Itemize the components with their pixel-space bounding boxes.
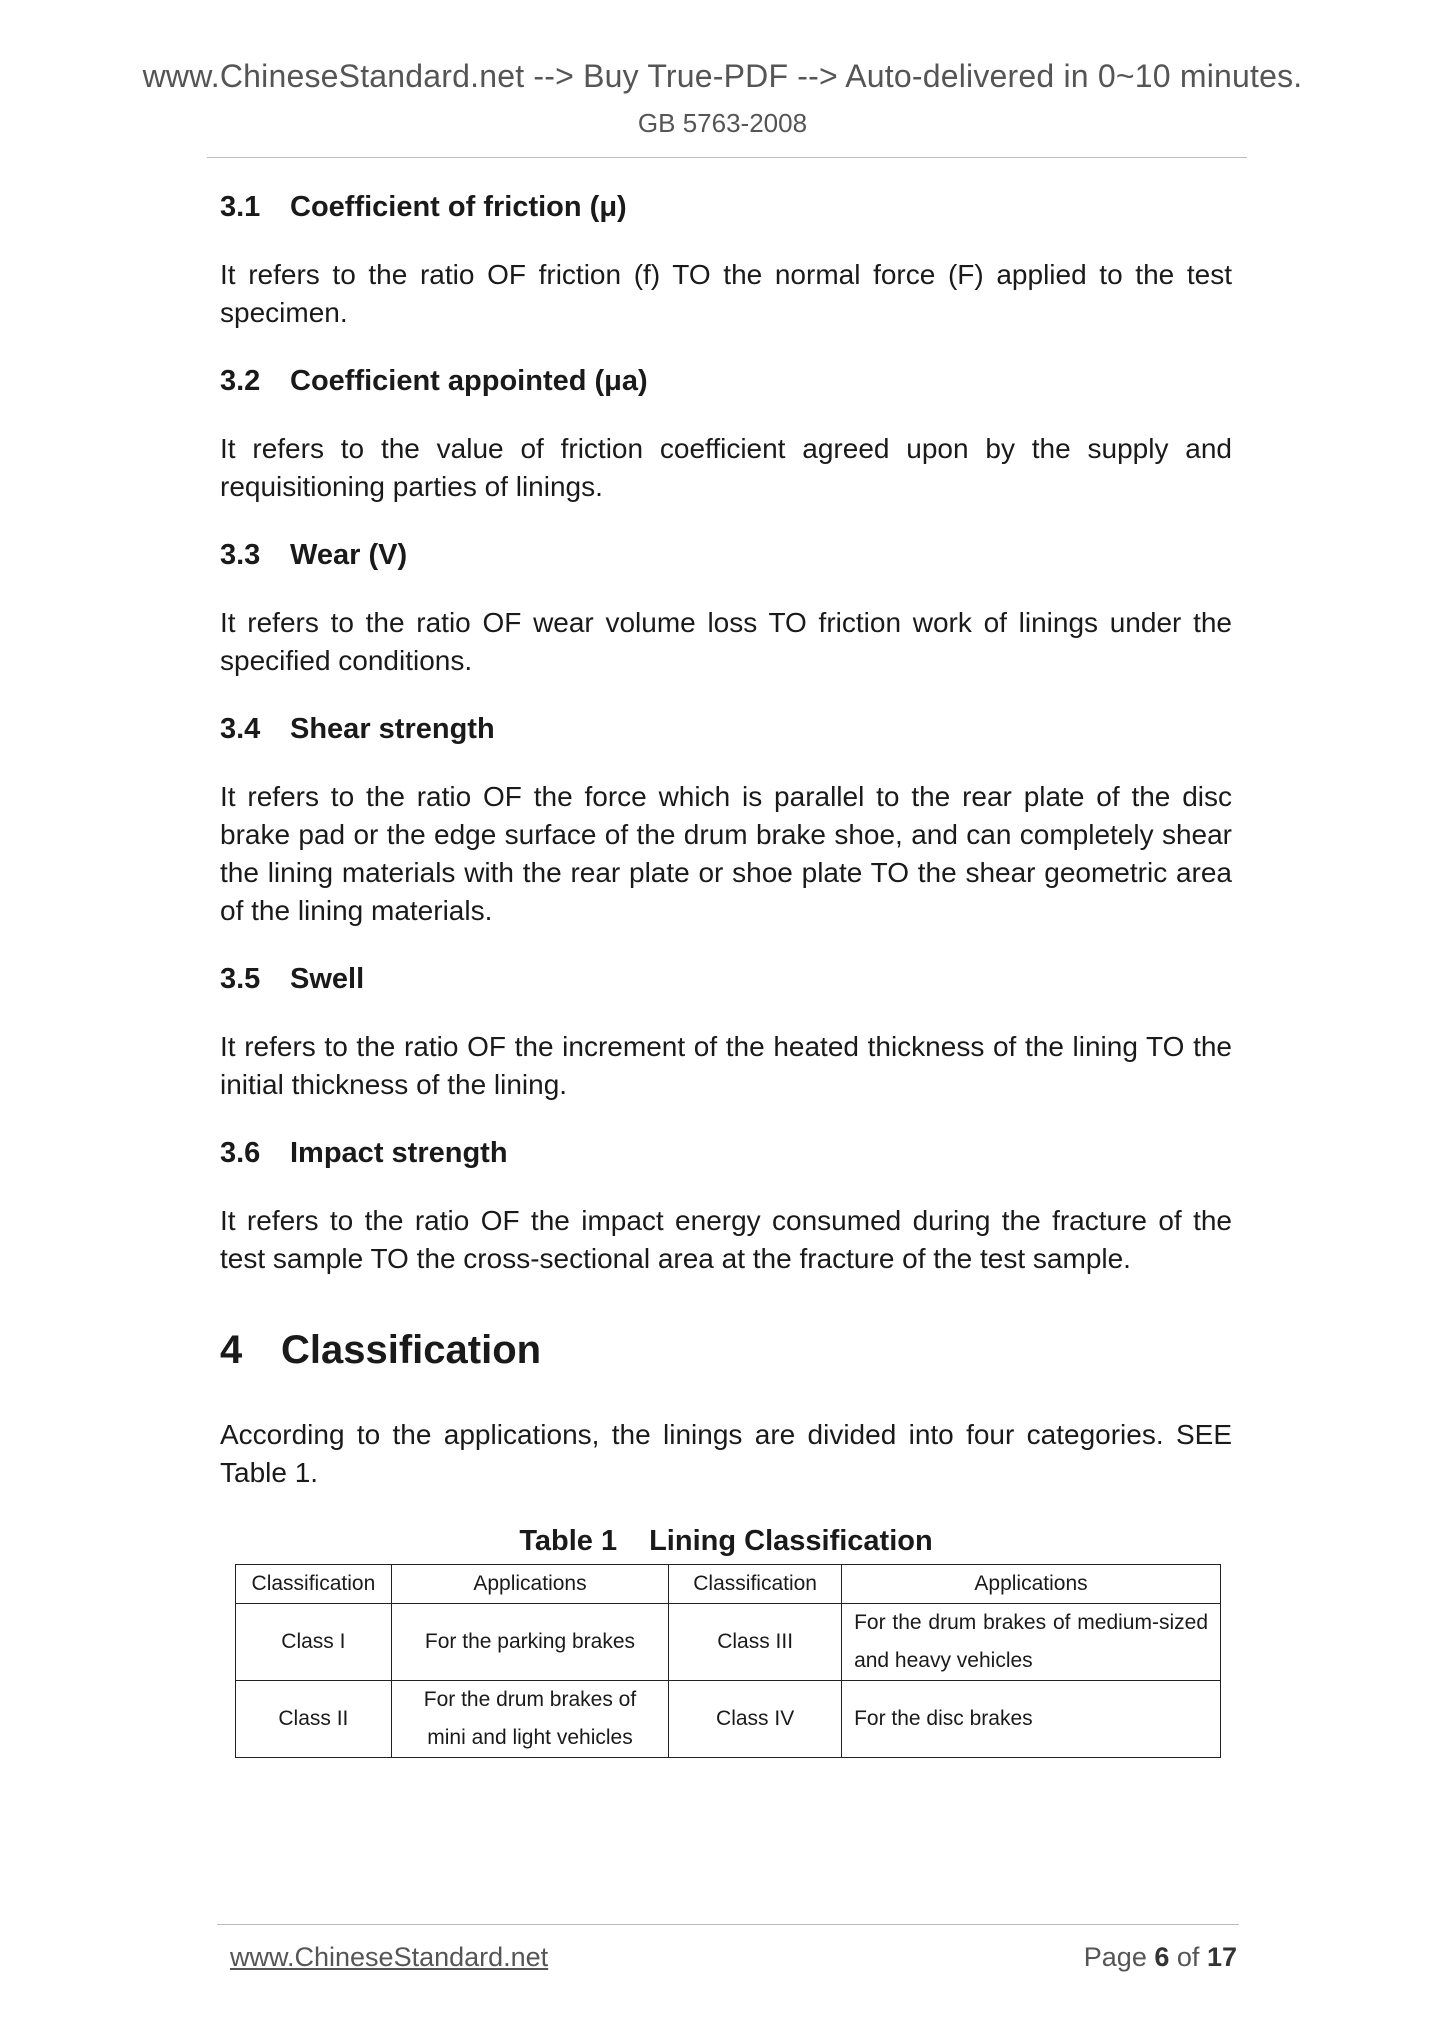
- table-header-cell: Classification: [669, 1565, 842, 1604]
- section-title: Shear strength: [290, 713, 495, 745]
- page-indicator: [1084, 1942, 1237, 1973]
- section-heading: [220, 962, 1232, 996]
- main-content: [220, 190, 1232, 1758]
- section-3-5: [220, 962, 1232, 1104]
- section-text: It refers to the ratio OF the impact energy consumed during the fracture of the test sample TO the cross-sectional area at the fracture of the test sample.: [220, 1205, 1232, 1274]
- header-divider: [207, 157, 1247, 158]
- section-heading: [220, 364, 1232, 398]
- table-cell: For the drum brakes of mini and light vehicles: [391, 1681, 668, 1758]
- section-number: 3.5: [220, 963, 261, 995]
- section-title: Wear (V): [290, 539, 408, 571]
- section-number: 3.2: [220, 365, 261, 397]
- chapter-title: Classification: [281, 1328, 542, 1372]
- section-heading: [220, 1136, 1232, 1170]
- section-title: Coefficient appointed (μa): [290, 365, 648, 397]
- chapter-number: 4: [220, 1328, 243, 1372]
- page-current: 6: [1154, 1942, 1170, 1972]
- table-cell: Class IV: [669, 1681, 842, 1758]
- section-text: It refers to the ratio OF friction (f) TO the normal force (F) applied to the test specimen.: [220, 259, 1232, 328]
- page-total: 17: [1206, 1942, 1237, 1972]
- section-3-4: [220, 712, 1232, 930]
- section-title: Coefficient of friction (μ): [290, 191, 627, 223]
- table-header-row: [236, 1565, 1221, 1604]
- table-cell: Class II: [236, 1681, 392, 1758]
- section-3-1: [220, 190, 1232, 332]
- table-title: Lining Classification: [649, 1525, 933, 1557]
- section-number: 3.3: [220, 539, 261, 571]
- table-header-cell: Applications: [842, 1565, 1221, 1604]
- section-3-6: [220, 1136, 1232, 1278]
- section-number: 3.4: [220, 713, 261, 745]
- table-header-cell: Applications: [391, 1565, 668, 1604]
- section-text: It refers to the ratio OF the force which is parallel to the rear plate of the disc brake pad or the edge surface of the drum brake shoe, and can completely shear the lining materials with the rear plate or shoe plate TO the shear geometric area of the lining materials.: [220, 781, 1232, 926]
- table-label: Table 1: [519, 1525, 618, 1557]
- footer-site-link[interactable]: www.ChineseStandard.net: [230, 1942, 549, 1972]
- section-text: It refers to the ratio OF the increment of the heated thickness of the lining TO the initial thickness of the lining.: [220, 1031, 1232, 1100]
- section-number: 3.1: [220, 191, 261, 223]
- table-row: [236, 1681, 1221, 1758]
- table-cell: For the disc brakes: [842, 1681, 1221, 1758]
- table-row: [236, 1604, 1221, 1681]
- section-number: 3.6: [220, 1137, 261, 1169]
- table-cell: For the parking brakes: [391, 1604, 668, 1681]
- chapter-heading: [220, 1326, 1232, 1374]
- page-prefix: Page: [1083, 1942, 1147, 1972]
- section-text: It refers to the ratio OF wear volume loss TO friction work of linings under the specified conditions.: [220, 607, 1232, 676]
- chapter-text: According to the applications, the linings are divided into four categories. SEE Table 1.: [220, 1419, 1232, 1488]
- section-title: Impact strength: [290, 1137, 508, 1169]
- section-heading: [220, 538, 1232, 572]
- classification-table: [235, 1564, 1221, 1758]
- section-3-2: [220, 364, 1232, 506]
- table-cell: Class III: [669, 1604, 842, 1681]
- table-caption: [220, 1524, 1232, 1558]
- section-3-3: [220, 538, 1232, 680]
- header-banner[interactable]: www.ChineseStandard.net --> Buy True-PDF --> Auto-delivered in 0~10 minutes.: [142, 58, 1303, 94]
- section-text: It refers to the value of friction coefficient agreed upon by the supply and requisitioning parties of linings.: [220, 433, 1232, 502]
- section-heading: [220, 190, 1232, 224]
- footer-divider: [217, 1924, 1239, 1925]
- table-cell: Class I: [236, 1604, 392, 1681]
- section-title: Swell: [290, 963, 365, 995]
- table-cell: For the drum brakes of medium-sized and heavy vehicles: [842, 1604, 1221, 1681]
- section-heading: [220, 712, 1232, 746]
- document-id: GB 5763-2008: [637, 108, 808, 138]
- table-header-cell: Classification: [236, 1565, 392, 1604]
- page-of: of: [1176, 1942, 1200, 1972]
